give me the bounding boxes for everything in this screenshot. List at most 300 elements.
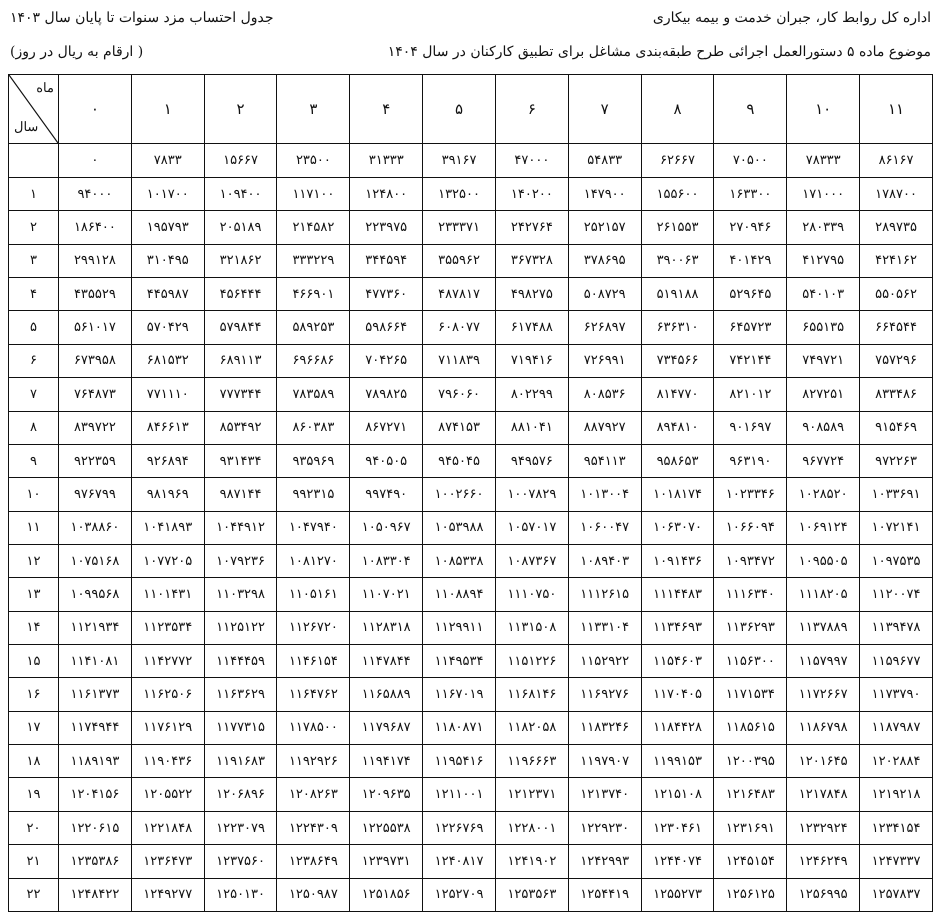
wage-cell: ۱۹۵۷۹۳	[131, 211, 204, 244]
table-row	[9, 845, 933, 878]
wage-cell: ۱۱۲۰۰۷۴	[860, 578, 933, 611]
wage-cell: ۱۱۸۳۲۴۶	[568, 711, 641, 744]
wage-cell: ۱۲۰۹۶۳۵	[350, 778, 423, 811]
wage-cell: ۹۳۱۴۳۴	[204, 444, 277, 477]
wage-cell: ۱۰۸۱۲۷۰	[277, 544, 350, 577]
wage-cell: ۱۷۸۷۰۰	[860, 178, 933, 211]
wage-cell: ۱۱۴۴۴۵۹	[204, 645, 277, 678]
wage-cell: ۷۱۱۸۳۹	[423, 344, 496, 377]
table-row	[9, 878, 933, 911]
year-cell: ۱۷	[9, 711, 59, 744]
wage-cell: ۱۱۰۱۴۳۱	[131, 578, 204, 611]
year-cell: ۲	[9, 211, 59, 244]
table-row	[9, 711, 933, 744]
wage-cell: ۱۲۳۶۴۷۳	[131, 845, 204, 878]
wage-cell: ۱۱۱۸۲۰۵	[787, 578, 860, 611]
wage-cell: ۸۷۴۱۵۳	[423, 411, 496, 444]
wage-cell: ۶۶۴۵۴۴	[860, 311, 933, 344]
wage-cell: ۷۵۷۲۹۶	[860, 344, 933, 377]
month-header: ۰	[59, 75, 132, 144]
wage-cell: ۸۴۶۶۱۳	[131, 411, 204, 444]
wage-cell: ۴۱۲۷۹۵	[787, 244, 860, 277]
wage-cell: ۱۰۸۳۳۰۴	[350, 544, 423, 577]
wage-cell: ۹۸۷۱۴۴	[204, 478, 277, 511]
wage-cell: ۵۸۹۲۵۳	[277, 311, 350, 344]
wage-cell: ۹۷۲۲۶۳	[860, 444, 933, 477]
wage-cell: ۱۲۴۴۰۷۴	[641, 845, 714, 878]
wage-cell: ۶۸۹۱۱۳	[204, 344, 277, 377]
wage-cell: ۱۲۱۱۰۰۱	[423, 778, 496, 811]
table-row	[9, 811, 933, 844]
wage-cell: ۱۱۷۹۶۸۷	[350, 711, 423, 744]
wage-cell: ۱۱۵۲۹۲۲	[568, 645, 641, 678]
wage-cell: ۱۱۵۹۶۷۷	[860, 645, 933, 678]
wage-cell: ۷۴۲۱۴۴	[714, 344, 787, 377]
wage-cell: ۱۰۷۲۱۴۱	[860, 511, 933, 544]
wage-cell: ۱۲۵۴۴۱۹	[568, 878, 641, 911]
year-cell: ۱۹	[9, 778, 59, 811]
wage-cell: ۵۵۰۵۶۲	[860, 278, 933, 311]
wage-cell: ۱۰۸۹۴۰۳	[568, 544, 641, 577]
wage-cell: ۱۰۴۷۹۴۰	[277, 511, 350, 544]
wage-cell: ۷۶۴۸۷۳	[59, 378, 132, 411]
wage-cell: ۱۰۵۰۹۶۷	[350, 511, 423, 544]
wage-cell: ۷۰۵۰۰	[714, 144, 787, 178]
wage-cell: ۱۲۵۲۷۰۹	[423, 878, 496, 911]
wage-cell: ۱۰۰۲۶۶۰	[423, 478, 496, 511]
wage-cell: ۱۰۶۰۰۴۷	[568, 511, 641, 544]
department-title: اداره کل روابط کار، جبران خدمت و بیمه بیکاری	[652, 10, 931, 26]
wage-cell: ۱۲۵۶۱۲۵	[714, 878, 787, 911]
year-cell: ۱۴	[9, 611, 59, 644]
wage-cell: ۶۵۵۱۳۵	[787, 311, 860, 344]
wage-cell: ۱۰۷۹۲۳۶	[204, 544, 277, 577]
wage-cell: ۱۲۱۵۱۰۸	[641, 778, 714, 811]
wage-cell: ۷۴۹۷۲۱	[787, 344, 860, 377]
month-header: ۳	[277, 75, 350, 144]
wage-cell: ۱۰۷۵۱۶۸	[59, 544, 132, 577]
wage-cell: ۱۰۹۵۵۰۵	[787, 544, 860, 577]
wage-cell: ۱۲۵۰۱۳۰	[204, 878, 277, 911]
year-cell: ۱۶	[9, 678, 59, 711]
table-row	[9, 444, 933, 477]
wage-cell: ۸۱۴۷۷۰	[641, 378, 714, 411]
table-row	[9, 344, 933, 377]
wage-cell: ۱۸۶۴۰۰	[59, 211, 132, 244]
wage-cell: ۱۲۲۱۸۴۸	[131, 811, 204, 844]
wage-cell: ۲۷۰۹۴۶	[714, 211, 787, 244]
wage-cell: ۱۱۹۲۹۲۶	[277, 745, 350, 778]
wage-cell: ۱۳۲۵۰۰	[423, 178, 496, 211]
wage-cell: ۳۱۰۴۹۵	[131, 244, 204, 277]
wage-cell: ۹۲۲۳۵۹	[59, 444, 132, 477]
wage-cell: ۴۳۵۵۲۹	[59, 278, 132, 311]
table-row	[9, 778, 933, 811]
wage-cell: ۱۲۵۷۸۳۷	[860, 878, 933, 911]
wage-cell: ۱۲۳۵۳۸۶	[59, 845, 132, 878]
wage-cell: ۱۱۷۳۷۹۰	[860, 678, 933, 711]
table-row	[9, 411, 933, 444]
wage-cell: ۱۲۰۸۲۶۳	[277, 778, 350, 811]
wage-cell: ۷۳۴۵۶۶	[641, 344, 714, 377]
table-row	[9, 211, 933, 244]
wage-cell: ۷۹۶۰۶۰	[423, 378, 496, 411]
year-cell: ۱۸	[9, 745, 59, 778]
wage-cell: ۱۱۵۴۶۰۳	[641, 645, 714, 678]
wage-cell: ۱۰۱۸۱۷۴	[641, 478, 714, 511]
wage-cell: ۷۷۷۳۴۴	[204, 378, 277, 411]
wage-cell: ۱۱۸۶۷۹۸	[787, 711, 860, 744]
wage-cell: ۱۲۴۹۲۷۷	[131, 878, 204, 911]
wage-cell: ۲۳۵۰۰	[277, 144, 350, 178]
wage-cell: ۱۲۰۱۶۴۵	[787, 745, 860, 778]
wage-cell: ۸۶۰۳۸۳	[277, 411, 350, 444]
wage-cell: ۱۱۸۹۱۹۳	[59, 745, 132, 778]
wage-cell: ۱۱۶۵۸۸۹	[350, 678, 423, 711]
wage-cell: ۱۰۹۱۴۳۶	[641, 544, 714, 577]
table-row	[9, 745, 933, 778]
wage-cell: ۸۵۳۴۹۲	[204, 411, 277, 444]
month-header: ۵	[423, 75, 496, 144]
year-cell: ۱۰	[9, 478, 59, 511]
table-row	[9, 678, 933, 711]
wage-cell: ۱۱۴۶۱۵۴	[277, 645, 350, 678]
wage-cell: ۲۸۹۷۳۵	[860, 211, 933, 244]
wage-cell: ۱۲۳۰۴۶۱	[641, 811, 714, 844]
wage-cell: ۲۳۳۳۷۱	[423, 211, 496, 244]
corner-month-label: ماه	[36, 81, 54, 96]
wage-cell: ۲۸۰۳۳۹	[787, 211, 860, 244]
year-cell: ۱۵	[9, 645, 59, 678]
wage-cell: ۱۱۷۴۹۴۴	[59, 711, 132, 744]
year-cell: ۱۳	[9, 578, 59, 611]
wage-cell: ۱۱۶۲۵۰۶	[131, 678, 204, 711]
year-cell: ۴	[9, 278, 59, 311]
corner-cell	[9, 75, 59, 144]
month-header: ۸	[641, 75, 714, 144]
wage-cell: ۱۱۶۹۲۷۶	[568, 678, 641, 711]
units-note: ( ارقام به ریال در روز)	[10, 44, 144, 60]
wage-cell: ۹۷۶۷۹۹	[59, 478, 132, 511]
year-cell: ۸	[9, 411, 59, 444]
wage-cell: ۱۲۲۸۰۰۱	[495, 811, 568, 844]
wage-cell: ۱۲۴۵۱۵۴	[714, 845, 787, 878]
wage-cell: ۱۱۱۲۶۱۵	[568, 578, 641, 611]
wage-cell: ۸۰۸۵۳۶	[568, 378, 641, 411]
wage-cell: ۱۱۵۶۳۰۰	[714, 645, 787, 678]
wage-cell: ۱۶۳۳۰۰	[714, 178, 787, 211]
wage-cell: ۱۱۷۱۰۰	[277, 178, 350, 211]
wage-cell: ۱۱۵۱۲۲۶	[495, 645, 568, 678]
wage-cell: ۱۱۸۰۸۷۱	[423, 711, 496, 744]
wage-cell: ۱۱۰۷۰۲۱	[350, 578, 423, 611]
year-cell: ۳	[9, 244, 59, 277]
wage-cell: ۲۹۹۱۲۸	[59, 244, 132, 277]
wage-cell: ۱۰۳۸۸۶۰	[59, 511, 132, 544]
wage-cell: ۱۱۷۶۱۲۹	[131, 711, 204, 744]
wage-cell: ۹۰۸۵۸۹	[787, 411, 860, 444]
wage-cell: ۱۱۹۴۱۷۴	[350, 745, 423, 778]
month-header: ۹	[714, 75, 787, 144]
wage-cell: ۱۲۰۵۵۲۲	[131, 778, 204, 811]
wage-cell: ۳۶۷۳۲۸	[495, 244, 568, 277]
wage-cell: ۱۱۲۳۵۳۴	[131, 611, 204, 644]
wage-cell: ۵۶۱۰۱۷	[59, 311, 132, 344]
wage-cell: ۸۳۹۷۲۲	[59, 411, 132, 444]
wage-cell: ۱۱۳۶۲۹۳	[714, 611, 787, 644]
wage-cell: ۱۱۸۴۴۲۸	[641, 711, 714, 744]
wage-cell: ۳۳۳۲۲۹	[277, 244, 350, 277]
wage-cell: ۱۰۶۳۰۷۰	[641, 511, 714, 544]
wage-cell: ۱۰۸۷۳۶۷	[495, 544, 568, 577]
wage-cell: ۷۸۹۸۲۵	[350, 378, 423, 411]
wage-cell: ۷۷۱۱۱۰	[131, 378, 204, 411]
year-cell: ۱۱	[9, 511, 59, 544]
wage-cell: ۱۵۵۶۰۰	[641, 178, 714, 211]
wage-cell: ۵۴۸۳۳	[568, 144, 641, 178]
table-row	[9, 611, 933, 644]
wage-cell: ۱۲۴۷۳۳۷	[860, 845, 933, 878]
wage-cell: ۱۱۳۴۶۹۳	[641, 611, 714, 644]
wage-cell: ۱۱۷۱۵۳۴	[714, 678, 787, 711]
wage-cell: ۸۶۱۶۷	[860, 144, 933, 178]
wage-cell: ۶۳۶۳۱۰	[641, 311, 714, 344]
year-cell: ۲۰	[9, 811, 59, 844]
table-row	[9, 244, 933, 277]
wage-cell: ۱۲۰۲۸۸۴	[860, 745, 933, 778]
wage-cell: ۱۰۲۸۵۲۰	[787, 478, 860, 511]
wage-cell: ۸۲۷۲۵۱	[787, 378, 860, 411]
wage-cell: ۱۱۹۱۶۸۳	[204, 745, 277, 778]
table-row	[9, 645, 933, 678]
wage-cell: ۱۲۵۰۹۸۷	[277, 878, 350, 911]
wage-cell: ۱۲۵۶۹۹۵	[787, 878, 860, 911]
wage-cell: ۱۲۲۰۶۱۵	[59, 811, 132, 844]
wage-cell: ۶۹۶۶۸۶	[277, 344, 350, 377]
wage-cell: ۲۲۳۹۷۵	[350, 211, 423, 244]
wage-cell: ۱۱۶۳۶۲۹	[204, 678, 277, 711]
wage-cell: ۱۲۰۰۳۹۵	[714, 745, 787, 778]
wage-cell: ۹۹۲۳۱۵	[277, 478, 350, 511]
wage-cell: ۹۳۵۹۶۹	[277, 444, 350, 477]
table-row	[9, 278, 933, 311]
wage-cell: ۱۱۶۸۱۴۶	[495, 678, 568, 711]
wage-cell: ۱۲۴۲۹۹۳	[568, 845, 641, 878]
wage-cell: ۱۲۱۹۲۱۸	[860, 778, 933, 811]
wage-cell: ۱۰۵۳۹۸۸	[423, 511, 496, 544]
wage-cell: ۲۶۱۵۵۳	[641, 211, 714, 244]
wage-cell: ۶۴۵۷۲۳	[714, 311, 787, 344]
wage-cell: ۱۲۵۱۸۵۶	[350, 878, 423, 911]
year-cell: ۹	[9, 444, 59, 477]
wage-cell: ۱۲۲۵۵۳۸	[350, 811, 423, 844]
wage-cell: ۱۱۸۲۰۵۸	[495, 711, 568, 744]
wage-cell: ۱۱۲۸۳۱۸	[350, 611, 423, 644]
table-row	[9, 378, 933, 411]
wage-cell: ۶۲۶۸۹۷	[568, 311, 641, 344]
wage-cell: ۹۶۳۱۹۰	[714, 444, 787, 477]
wage-cell: ۱۰۴۴۹۱۲	[204, 511, 277, 544]
seniority-wage-table	[8, 74, 933, 912]
wage-cell: ۸۹۴۸۱۰	[641, 411, 714, 444]
wage-cell: ۱۱۲۶۷۲۰	[277, 611, 350, 644]
year-cell	[9, 144, 59, 178]
wage-cell: ۱۱۴۷۸۴۴	[350, 645, 423, 678]
wage-cell: ۲۱۴۵۸۲	[277, 211, 350, 244]
wage-cell: ۱۲۲۴۳۰۹	[277, 811, 350, 844]
wage-cell: ۹۵۸۶۵۳	[641, 444, 714, 477]
wage-cell: ۱۱۱۰۷۵۰	[495, 578, 568, 611]
wage-cell: ۱۲۵۳۵۶۳	[495, 878, 568, 911]
wage-cell: ۱۱۴۱۰۸۱	[59, 645, 132, 678]
month-header: ۴	[350, 75, 423, 144]
wage-cell: ۱۰۲۳۳۴۶	[714, 478, 787, 511]
wage-cell: ۱۲۳۹۷۳۱	[350, 845, 423, 878]
wage-cell: ۱۱۱۶۳۴۰	[714, 578, 787, 611]
wage-cell: ۱۱۷۲۶۶۷	[787, 678, 860, 711]
wage-cell: ۱۱۷۰۴۰۵	[641, 678, 714, 711]
table-row	[9, 578, 933, 611]
wage-cell: ۴۹۸۲۷۵	[495, 278, 568, 311]
corner-year-label: سال	[14, 120, 39, 135]
wage-cell: ۸۸۷۹۲۷	[568, 411, 641, 444]
wage-cell: ۸۸۱۰۴۱	[495, 411, 568, 444]
wage-cell: ۱۰۹۳۴۷۲	[714, 544, 787, 577]
wage-cell: ۲۴۲۷۶۴	[495, 211, 568, 244]
wage-cell: ۱۱۶۴۷۶۲	[277, 678, 350, 711]
wage-cell: ۱۵۶۶۷	[204, 144, 277, 178]
wage-cell: ۱۲۱۷۸۴۸	[787, 778, 860, 811]
wage-cell: ۳۴۴۵۹۴	[350, 244, 423, 277]
wage-cell: ۱۰۰۷۸۲۹	[495, 478, 568, 511]
year-cell: ۲۱	[9, 845, 59, 878]
wage-cell: ۶۲۶۶۷	[641, 144, 714, 178]
wage-cell: ۱۷۱۰۰۰	[787, 178, 860, 211]
wage-cell: ۴۵۶۴۴۴	[204, 278, 277, 311]
wage-cell: ۸۶۷۲۷۱	[350, 411, 423, 444]
wage-cell: ۹۹۷۴۹۰	[350, 478, 423, 511]
table-row	[9, 144, 933, 178]
wage-cell: ۲۰۵۱۸۹	[204, 211, 277, 244]
wage-cell: ۴۴۵۹۸۷	[131, 278, 204, 311]
wage-cell: ۱۰۶۶۰۹۴	[714, 511, 787, 544]
year-cell: ۵	[9, 311, 59, 344]
wage-cell: ۳۷۸۶۹۵	[568, 244, 641, 277]
wage-cell: ۳۱۳۳۳	[350, 144, 423, 178]
wage-cell: ۹۶۷۷۲۴	[787, 444, 860, 477]
wage-cell: ۹۸۱۹۶۹	[131, 478, 204, 511]
wage-cell: ۴۷۰۰۰	[495, 144, 568, 178]
wage-cell: ۴۰۱۴۲۹	[714, 244, 787, 277]
wage-cell: ۹۰۱۶۹۷	[714, 411, 787, 444]
wage-cell: ۱۱۹۷۹۰۷	[568, 745, 641, 778]
wage-cell: ۹۴۰۰۰	[59, 178, 132, 211]
wage-cell: ۷۰۴۲۶۵	[350, 344, 423, 377]
wage-cell: ۳۹۱۶۷	[423, 144, 496, 178]
wage-cell: ۱۲۵۵۲۷۳	[641, 878, 714, 911]
wage-cell: ۱۰۵۷۰۱۷	[495, 511, 568, 544]
wage-cell: ۹۵۴۱۱۳	[568, 444, 641, 477]
wage-cell: ۲۵۲۱۵۷	[568, 211, 641, 244]
wage-cell: ۹۴۰۵۰۵	[350, 444, 423, 477]
wage-cell: ۴۸۷۸۱۷	[423, 278, 496, 311]
wage-cell: ۳۲۱۸۶۲	[204, 244, 277, 277]
table-row	[9, 178, 933, 211]
wage-cell: ۱۱۳۳۱۰۴	[568, 611, 641, 644]
month-header: ۱۱	[860, 75, 933, 144]
table-row	[9, 311, 933, 344]
wage-cell: ۴۲۴۱۶۲	[860, 244, 933, 277]
wage-cell: ۵۷۰۴۲۹	[131, 311, 204, 344]
wage-cell: ۱۰۱۷۰۰	[131, 178, 204, 211]
wage-cell: ۷۸۳۳۳	[787, 144, 860, 178]
month-header: ۱	[131, 75, 204, 144]
wage-cell: ۱۴۷۹۰۰	[568, 178, 641, 211]
wage-cell: ۱۲۲۶۷۶۹	[423, 811, 496, 844]
wage-cell: ۶۷۳۹۵۸	[59, 344, 132, 377]
wage-cell: ۱۴۰۲۰۰	[495, 178, 568, 211]
year-cell: ۱	[9, 178, 59, 211]
wage-cell: ۶۱۷۴۸۸	[495, 311, 568, 344]
wage-cell: ۴۷۷۳۶۰	[350, 278, 423, 311]
wage-cell: ۳۵۵۹۶۲	[423, 244, 496, 277]
wage-cell: ۱۱۱۴۴۸۳	[641, 578, 714, 611]
year-cell: ۲۲	[9, 878, 59, 911]
table-row	[9, 544, 933, 577]
wage-cell: ۹۴۵۰۴۵	[423, 444, 496, 477]
wage-cell: ۱۲۱۶۴۸۳	[714, 778, 787, 811]
wage-cell: ۴۶۶۹۰۱	[277, 278, 350, 311]
wage-cell: ۱۱۹۵۴۱۶	[423, 745, 496, 778]
table-title: جدول احتساب مزد سنوات تا پایان سال ۱۴۰۳	[10, 10, 274, 26]
subject-line: موضوع ماده ۵ دستورالعمل اجرائی طرح طبقه‌بندی مشاغل برای تطبیق کارکنان در سال ۱۴۰۴	[387, 44, 931, 60]
wage-cell: ۵۴۰۱۰۳	[787, 278, 860, 311]
month-header-row	[9, 75, 933, 144]
wage-cell: ۱۲۱۳۷۴۰	[568, 778, 641, 811]
wage-cell: ۱۲۳۸۶۴۹	[277, 845, 350, 878]
wage-cell: ۱۲۰۴۱۵۶	[59, 778, 132, 811]
wage-cell: ۱۰۹۴۰۰	[204, 178, 277, 211]
wage-cell: ۱۱۹۰۴۳۶	[131, 745, 204, 778]
wage-cell: ۱۱۰۵۱۶۱	[277, 578, 350, 611]
year-cell: ۷	[9, 378, 59, 411]
wage-cell: ۵۲۹۶۴۵	[714, 278, 787, 311]
wage-cell: ۱۲۳۷۵۶۰	[204, 845, 277, 878]
month-header: ۶	[495, 75, 568, 144]
wage-cell: ۱۲۴۸۴۲۲	[59, 878, 132, 911]
wage-cell: ۱۱۲۵۱۲۲	[204, 611, 277, 644]
wage-cell: ۱۱۳۹۴۷۸	[860, 611, 933, 644]
wage-cell: ۵۷۹۸۴۴	[204, 311, 277, 344]
wage-cell: ۶۸۱۵۳۲	[131, 344, 204, 377]
wage-cell: ۱۱۷۷۳۱۵	[204, 711, 277, 744]
wage-cell: ۱۰۴۱۸۹۳	[131, 511, 204, 544]
wage-cell: ۷۲۶۹۹۱	[568, 344, 641, 377]
wage-cell: ۰	[59, 144, 132, 178]
wage-cell: ۱۲۲۹۲۳۰	[568, 811, 641, 844]
wage-cell: ۱۲۱۲۳۷۱	[495, 778, 568, 811]
wage-cell: ۱۰۹۷۵۳۵	[860, 544, 933, 577]
wage-cell: ۶۰۸۰۷۷	[423, 311, 496, 344]
wage-cell: ۷۸۳۵۸۹	[277, 378, 350, 411]
wage-cell: ۱۰۹۹۵۶۸	[59, 578, 132, 611]
wage-cell: ۱۱۶۱۳۷۳	[59, 678, 132, 711]
wage-cell: ۹۴۹۵۷۶	[495, 444, 568, 477]
wage-cell: ۱۱۳۱۵۰۸	[495, 611, 568, 644]
wage-cell: ۱۲۳۱۶۹۱	[714, 811, 787, 844]
wage-cell: ۱۱۲۱۹۳۴	[59, 611, 132, 644]
wage-cell: ۸۰۲۲۹۹	[495, 378, 568, 411]
